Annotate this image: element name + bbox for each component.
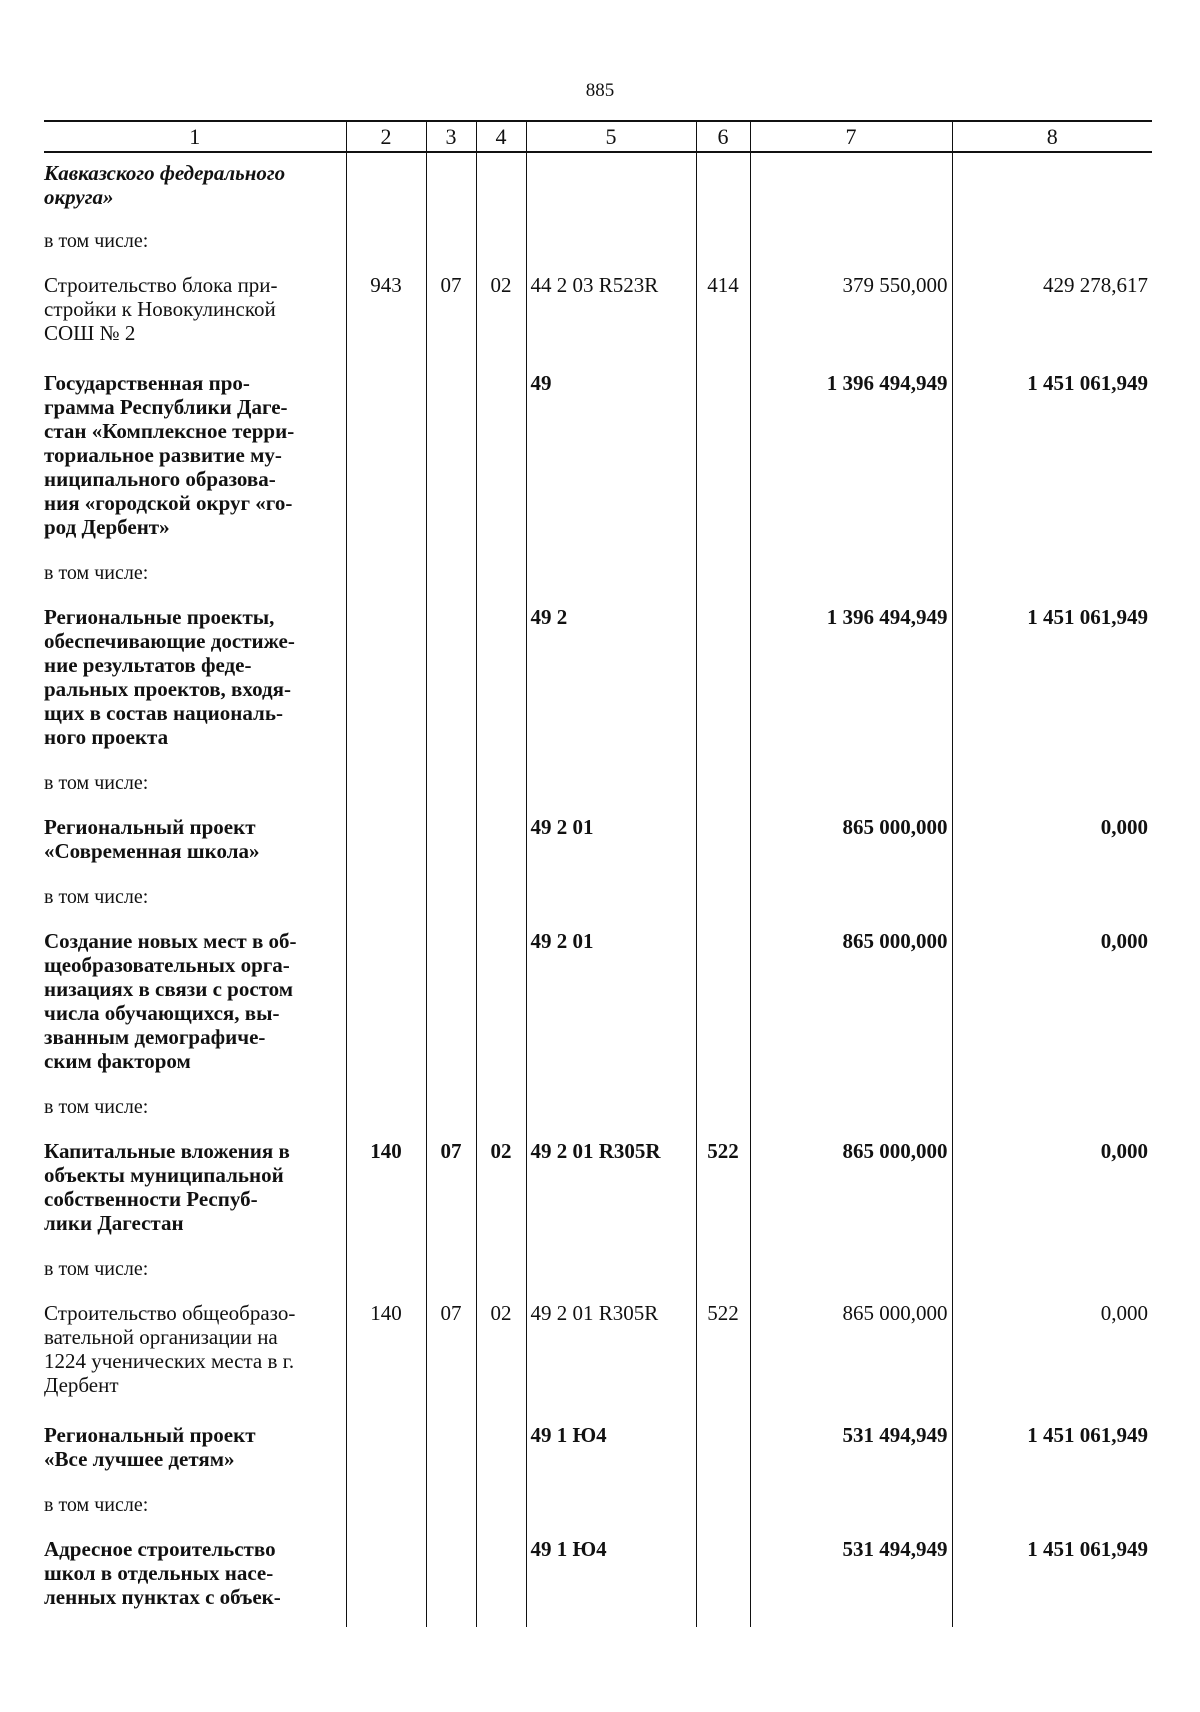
- row-name-line: щих в состав националь-: [44, 701, 283, 725]
- row-name-line: Адресное строительство: [44, 1537, 276, 1561]
- amount-year1-cell: 531 494,949: [750, 1529, 952, 1627]
- amount-year2-cell: 1 451 061,949: [952, 1529, 1152, 1627]
- row-name-line: Строительство блока при-: [44, 273, 278, 297]
- column-header-1: 1: [44, 121, 346, 152]
- column-header-5: 5: [526, 121, 696, 152]
- section-cell: [426, 152, 476, 225]
- expense-type-cell: [696, 225, 750, 265]
- target-article-cell: 44 2 03 R523R: [526, 265, 696, 363]
- gov-code-cell: 140: [346, 1131, 426, 1253]
- row-name-line: ториальное развитие му-: [44, 443, 282, 467]
- row-name-cell: [44, 1415, 346, 1489]
- amount-year2-cell: [952, 152, 1152, 225]
- row-name-line: грамма Республики Даге-: [44, 395, 288, 419]
- amount-year1-cell: 865 000,000: [750, 921, 952, 1091]
- section-cell: 07: [426, 1293, 476, 1415]
- amount-year2-cell: [952, 1253, 1152, 1293]
- table-row: [44, 1253, 1152, 1293]
- column-header-2: 2: [346, 121, 426, 152]
- target-article-cell: 49 2 01: [526, 921, 696, 1091]
- row-name-line: в том числе:: [44, 1258, 149, 1280]
- gov-code-cell: [346, 1529, 426, 1627]
- amount-year2-cell: 0,000: [952, 1131, 1152, 1253]
- table-row: [44, 152, 1152, 225]
- row-name-line: СОШ № 2: [44, 321, 136, 345]
- row-name-line: 1224 ученических места в г.: [44, 1349, 295, 1373]
- table-body: [44, 152, 1152, 1627]
- gov-code-cell: [346, 881, 426, 921]
- column-header-6: 6: [696, 121, 750, 152]
- expense-type-cell: [696, 1415, 750, 1489]
- row-name-cell: [44, 225, 346, 265]
- target-article-cell: 49 2 01 R305R: [526, 1131, 696, 1253]
- row-name-line: собственности Респуб-: [44, 1187, 258, 1211]
- gov-code-cell: [346, 557, 426, 597]
- table-row: [44, 921, 1152, 1091]
- row-name-cell: [44, 152, 346, 225]
- row-name-line: Региональные проекты,: [44, 605, 275, 629]
- row-name-line: округа»: [44, 185, 114, 209]
- amount-year2-cell: 429 278,617: [952, 265, 1152, 363]
- section-cell: [426, 767, 476, 807]
- target-article-cell: [526, 881, 696, 921]
- expense-type-cell: [696, 1529, 750, 1627]
- row-name-line: ниципального образова-: [44, 467, 276, 491]
- row-name-line: в том числе:: [44, 1494, 149, 1516]
- expense-type-cell: [696, 597, 750, 767]
- amount-year2-cell: 0,000: [952, 921, 1152, 1091]
- amount-year1-cell: 865 000,000: [750, 1131, 952, 1253]
- subsection-cell: [476, 807, 526, 881]
- expense-type-cell: 414: [696, 265, 750, 363]
- row-name-line: в том числе:: [44, 772, 149, 794]
- amount-year1-cell: [750, 1091, 952, 1131]
- row-name-line: Капитальные вложения в: [44, 1139, 290, 1163]
- subsection-cell: [476, 921, 526, 1091]
- row-name-cell: [44, 597, 346, 767]
- row-name-line: в том числе:: [44, 562, 149, 584]
- row-name-line: лики Дагестан: [44, 1211, 184, 1235]
- subsection-cell: [476, 1529, 526, 1627]
- row-name-line: Кавказского федерального: [44, 161, 286, 185]
- amount-year2-cell: [952, 881, 1152, 921]
- row-name-cell: [44, 1253, 346, 1293]
- section-cell: [426, 557, 476, 597]
- row-name-cell: [44, 807, 346, 881]
- row-name-line: «Современная школа»: [44, 839, 260, 863]
- row-name-line: стан «Комплексное терри-: [44, 419, 295, 443]
- subsection-cell: 02: [476, 265, 526, 363]
- amount-year1-cell: [750, 152, 952, 225]
- row-name-cell: [44, 363, 346, 557]
- amount-year2-cell: 1 451 061,949: [952, 597, 1152, 767]
- row-name-cell: [44, 1529, 346, 1627]
- amount-year1-cell: 1 396 494,949: [750, 597, 952, 767]
- expense-type-cell: [696, 152, 750, 225]
- section-cell: [426, 807, 476, 881]
- amount-year2-cell: [952, 557, 1152, 597]
- row-name-cell: [44, 767, 346, 807]
- section-cell: [426, 1415, 476, 1489]
- row-name-line: ральных проектов, входя-: [44, 677, 291, 701]
- row-name-line: стройки к Новокулинской: [44, 297, 276, 321]
- row-name-cell: [44, 265, 346, 363]
- budget-table-container: [44, 120, 1152, 1609]
- amount-year1-cell: [750, 767, 952, 807]
- gov-code-cell: [346, 225, 426, 265]
- table-row: [44, 1293, 1152, 1415]
- gov-code-cell: [346, 1091, 426, 1131]
- subsection-cell: 02: [476, 1293, 526, 1415]
- target-article-cell: [526, 1253, 696, 1293]
- subsection-cell: [476, 881, 526, 921]
- row-name-line: в том числе:: [44, 1096, 149, 1118]
- table-row: [44, 1415, 1152, 1489]
- subsection-cell: [476, 557, 526, 597]
- section-cell: 07: [426, 265, 476, 363]
- gov-code-cell: [346, 1489, 426, 1529]
- target-article-cell: 49 2 01 R305R: [526, 1293, 696, 1415]
- row-name-line: низациях в связи с ростом: [44, 977, 294, 1001]
- target-article-cell: [526, 557, 696, 597]
- target-article-cell: [526, 1091, 696, 1131]
- row-name-line: в том числе:: [44, 230, 149, 252]
- table-row: [44, 1091, 1152, 1131]
- row-name-line: ного проекта: [44, 725, 169, 749]
- page-number: 885: [585, 80, 615, 101]
- target-article-cell: 49 1 Ю4: [526, 1529, 696, 1627]
- target-article-cell: 49 2: [526, 597, 696, 767]
- expense-type-cell: [696, 881, 750, 921]
- row-name-line: числа обучающихся, вы-: [44, 1001, 280, 1025]
- row-name-cell: [44, 1131, 346, 1253]
- amount-year2-cell: [952, 1091, 1152, 1131]
- row-name-line: Региональный проект: [44, 815, 256, 839]
- expense-type-cell: 522: [696, 1131, 750, 1253]
- expense-type-cell: [696, 1489, 750, 1529]
- expense-type-cell: [696, 363, 750, 557]
- section-cell: [426, 921, 476, 1091]
- target-article-cell: [526, 767, 696, 807]
- row-name-line: ние результатов феде-: [44, 653, 252, 677]
- section-cell: [426, 1253, 476, 1293]
- amount-year2-cell: 0,000: [952, 807, 1152, 881]
- expense-type-cell: 522: [696, 1293, 750, 1415]
- column-header-8: 8: [952, 121, 1152, 152]
- table-row: [44, 767, 1152, 807]
- table-row: [44, 363, 1152, 557]
- subsection-cell: [476, 767, 526, 807]
- row-name-line: Создание новых мест в об-: [44, 929, 297, 953]
- table-header-row: [44, 121, 1152, 152]
- row-name-line: ским фактором: [44, 1049, 191, 1073]
- subsection-cell: [476, 363, 526, 557]
- table-row: [44, 557, 1152, 597]
- gov-code-cell: [346, 921, 426, 1091]
- amount-year1-cell: [750, 881, 952, 921]
- row-name-line: Строительство общеобразо-: [44, 1301, 296, 1325]
- gov-code-cell: [346, 363, 426, 557]
- amount-year1-cell: 865 000,000: [750, 807, 952, 881]
- amount-year1-cell: 865 000,000: [750, 1293, 952, 1415]
- section-cell: [426, 225, 476, 265]
- amount-year2-cell: [952, 1489, 1152, 1529]
- amount-year1-cell: [750, 225, 952, 265]
- row-name-line: вательной организации на: [44, 1325, 278, 1349]
- table-row: [44, 807, 1152, 881]
- section-cell: [426, 1529, 476, 1627]
- amount-year1-cell: [750, 1489, 952, 1529]
- table-row: [44, 265, 1152, 363]
- amount-year2-cell: 1 451 061,949: [952, 1415, 1152, 1489]
- target-article-cell: [526, 152, 696, 225]
- column-header-7: 7: [750, 121, 952, 152]
- section-cell: [426, 597, 476, 767]
- subsection-cell: [476, 1489, 526, 1529]
- target-article-cell: 49 1 Ю4: [526, 1415, 696, 1489]
- row-name-line: род Дербент»: [44, 515, 170, 539]
- amount-year2-cell: [952, 225, 1152, 265]
- table-row: [44, 1529, 1152, 1627]
- row-name-line: Региональный проект: [44, 1423, 256, 1447]
- row-name-cell: [44, 921, 346, 1091]
- section-cell: [426, 1091, 476, 1131]
- row-name-line: «Все лучшее детям»: [44, 1447, 235, 1471]
- gov-code-cell: [346, 152, 426, 225]
- gov-code-cell: 943: [346, 265, 426, 363]
- subsection-cell: [476, 1253, 526, 1293]
- amount-year1-cell: 1 396 494,949: [750, 363, 952, 557]
- subsection-cell: [476, 152, 526, 225]
- table-row: [44, 881, 1152, 921]
- row-name-line: ния «городской округ «го-: [44, 491, 293, 515]
- gov-code-cell: 140: [346, 1293, 426, 1415]
- target-article-cell: 49 2 01: [526, 807, 696, 881]
- amount-year1-cell: [750, 557, 952, 597]
- gov-code-cell: [346, 1415, 426, 1489]
- row-name-line: в том числе:: [44, 886, 149, 908]
- subsection-cell: [476, 1091, 526, 1131]
- row-name-line: званным демографиче-: [44, 1025, 266, 1049]
- section-cell: [426, 363, 476, 557]
- target-article-cell: [526, 225, 696, 265]
- table-row: [44, 597, 1152, 767]
- expense-type-cell: [696, 1253, 750, 1293]
- row-name-cell: [44, 1091, 346, 1131]
- subsection-cell: [476, 225, 526, 265]
- amount-year2-cell: 0,000: [952, 1293, 1152, 1415]
- table-row: [44, 1489, 1152, 1529]
- amount-year1-cell: 379 550,000: [750, 265, 952, 363]
- gov-code-cell: [346, 1253, 426, 1293]
- row-name-line: обеспечивающие достиже-: [44, 629, 295, 653]
- row-name-cell: [44, 1293, 346, 1415]
- expense-type-cell: [696, 921, 750, 1091]
- column-header-4: 4: [476, 121, 526, 152]
- target-article-cell: [526, 1489, 696, 1529]
- table-row: [44, 225, 1152, 265]
- row-name-line: щеобразовательных орга-: [44, 953, 290, 977]
- row-name-line: школ в отдельных насе-: [44, 1561, 274, 1585]
- row-name-line: объекты муниципальной: [44, 1163, 284, 1187]
- gov-code-cell: [346, 767, 426, 807]
- section-cell: 07: [426, 1131, 476, 1253]
- expense-type-cell: [696, 767, 750, 807]
- row-name-cell: [44, 557, 346, 597]
- row-name-cell: [44, 881, 346, 921]
- section-cell: [426, 1489, 476, 1529]
- amount-year1-cell: [750, 1253, 952, 1293]
- section-cell: [426, 881, 476, 921]
- table-row: [44, 1131, 1152, 1253]
- row-name-line: ленных пунктах с объек-: [44, 1585, 281, 1609]
- amount-year1-cell: 531 494,949: [750, 1415, 952, 1489]
- subsection-cell: 02: [476, 1131, 526, 1253]
- target-article-cell: 49: [526, 363, 696, 557]
- row-name-cell: [44, 1489, 346, 1529]
- budget-table: [44, 120, 1152, 1627]
- expense-type-cell: [696, 807, 750, 881]
- expense-type-cell: [696, 1091, 750, 1131]
- column-header-3: 3: [426, 121, 476, 152]
- amount-year2-cell: [952, 767, 1152, 807]
- subsection-cell: [476, 1415, 526, 1489]
- amount-year2-cell: 1 451 061,949: [952, 363, 1152, 557]
- gov-code-cell: [346, 807, 426, 881]
- expense-type-cell: [696, 557, 750, 597]
- gov-code-cell: [346, 597, 426, 767]
- subsection-cell: [476, 597, 526, 767]
- row-name-line: Государственная про-: [44, 371, 250, 395]
- row-name-line: Дербент: [44, 1373, 119, 1397]
